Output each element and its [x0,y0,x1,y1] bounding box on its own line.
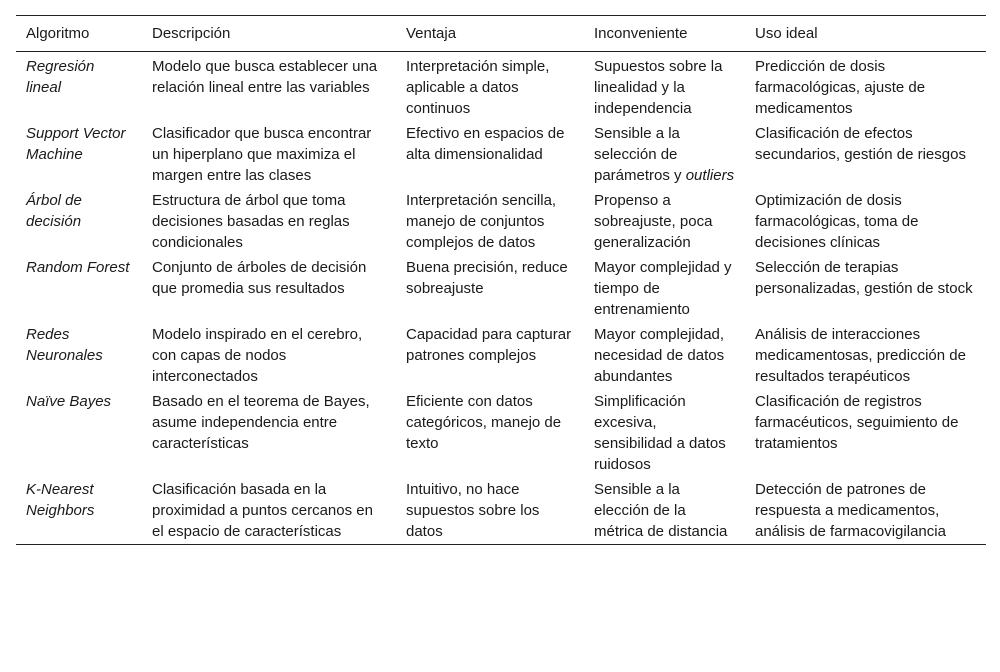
cell-ventaja: Interpretación sencilla, manejo de conjuntos complejos de datos [406,192,557,251]
cell-ventaja: Intuitivo, no hace supuestos sobre los datos [406,481,540,540]
cell-uso-ideal: Optimización de dosis farmacológicas, toma de decisiones clínicas [755,192,919,251]
table-row [16,52,986,122]
cell-algoritmo: Naïve Bayes [26,393,112,410]
cell-inconveniente [584,121,745,188]
table-row [16,121,986,188]
cell-uso-ideal: Predicción de dosis farmacológicas, ajuste de medicamentos [755,58,926,117]
cell-inconveniente: Simplificación excesiva, sensibilidad a datos ruidosos [594,393,726,473]
cell-algoritmo: Árbol de decisión [26,192,82,230]
cell-inconveniente-italic: outliers [685,167,735,184]
cell-algoritmo: Redes Neuronales [26,326,103,364]
cell-uso-ideal: Clasificación de registros farmacéuticos, seguimiento de tratamientos [755,393,959,452]
cell-inconveniente: Mayor complejidad, necesidad de datos abundantes [594,326,725,385]
cell-ventaja: Capacidad para capturar patrones complejos [406,326,572,364]
cell-descripcion: Clasificación basada en la proximidad a puntos cercanos en el espacio de características [152,481,373,540]
cell-ventaja: Buena precisión, reduce sobreajuste [406,259,568,297]
cell-algoritmo: Random Forest [26,259,130,276]
comparison-table-container [16,15,986,545]
table-row [16,188,986,255]
cell-ventaja: Eficiente con datos categóricos, manejo de texto [406,393,562,452]
cell-descripcion: Clasificador que busca encontrar un hiperplano que maximiza el margen entre las clases [152,125,372,184]
cell-descripcion: Estructura de árbol que toma decisiones basadas en reglas condicionales [152,192,350,251]
cell-algoritmo: Regresión lineal [26,58,95,96]
header-algoritmo: Algoritmo [26,25,90,42]
table-row [16,389,986,477]
cell-inconveniente: Propenso a sobreajuste, poca generalización [594,192,713,251]
cell-ventaja: Interpretación simple, aplicable a datos continuos [406,58,550,117]
cell-descripcion: Conjunto de árboles de decisión que promedia sus resultados [152,259,367,297]
table-row [16,255,986,322]
cell-inconveniente: Mayor complejidad y tiempo de entrenamiento [594,259,732,318]
cell-uso-ideal: Selección de terapias personalizadas, gestión de stock [755,259,973,297]
cell-inconveniente: Sensible a la elección de la métrica de distancia [594,481,728,540]
algorithm-comparison-table [16,15,986,545]
table-row [16,322,986,389]
cell-ventaja: Efectivo en espacios de alta dimensionalidad [406,125,565,163]
header-inconveniente: Inconveniente [594,25,688,42]
header-ventaja: Ventaja [406,25,457,42]
cell-inconveniente: Supuestos sobre la linealidad y la independencia [594,58,723,117]
cell-uso-ideal: Análisis de interacciones medicamentosas, predicción de resultados terapéuticos [755,326,966,385]
cell-uso-ideal: Clasificación de efectos secundarios, gestión de riesgos [755,125,966,163]
table-header-row [16,16,986,52]
header-descripcion: Descripción [152,25,231,42]
cell-inconveniente-text: Sensible a la selección de parámetros y [594,125,682,184]
cell-algoritmo: Support Vector Machine [26,125,126,163]
cell-descripcion: Modelo inspirado en el cerebro, con capas de nodos interconectados [152,326,363,385]
cell-algoritmo: K-Nearest Neighbors [26,481,95,519]
cell-descripcion: Basado en el teorema de Bayes, asume independencia entre características [152,393,370,452]
cell-descripcion: Modelo que busca establecer una relación lineal entre las variables [152,58,378,96]
table-row [16,477,986,545]
header-uso-ideal: Uso ideal [755,25,818,42]
cell-uso-ideal: Detección de patrones de respuesta a medicamentos, análisis de farmacovigilancia [755,481,946,540]
